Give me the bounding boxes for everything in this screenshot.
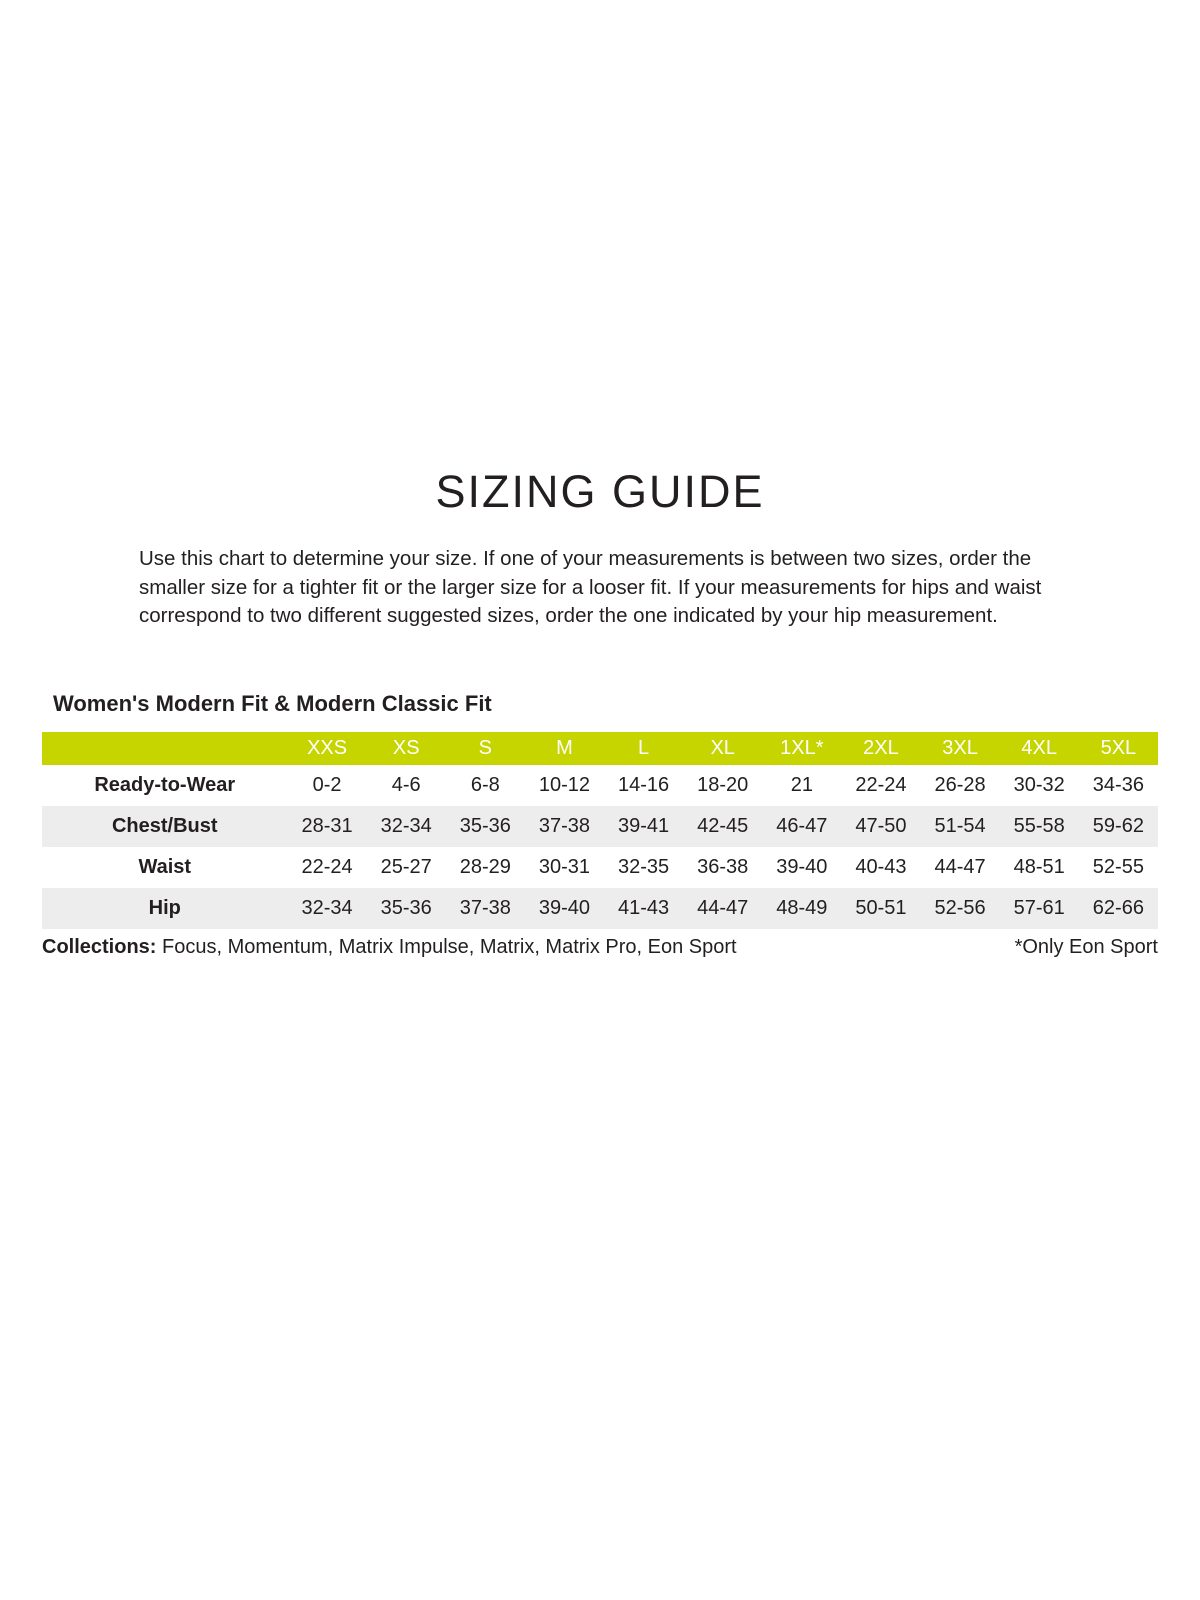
size-cell: 51-54: [934, 815, 986, 838]
size-cell: 37-38: [459, 897, 511, 920]
size-column-header: 3XL: [942, 737, 978, 760]
size-cell: 28-31: [301, 815, 353, 838]
size-column-header: M: [556, 737, 573, 760]
size-cell: 37-38: [538, 815, 591, 838]
size-cell: 52-56: [934, 897, 986, 920]
size-cell: 0-2: [312, 774, 342, 797]
section-heading: Women's Modern Fit & Modern Classic Fit: [53, 691, 492, 717]
size-cell: 47-50: [855, 815, 907, 838]
size-column-header: L: [638, 737, 650, 760]
size-table-header: [42, 732, 1158, 765]
intro-paragraph: Use this chart to determine your size. If one of your measurements is between two sizes, order the smaller size for a tighter fit or the larger size for a looser fit. If your measurements for hips and waist correspond to two different suggested sizes, order the one indicated by your hip measurement.: [139, 547, 1042, 628]
size-cell: 26-28: [934, 774, 986, 797]
size-cell: 30-31: [538, 856, 591, 879]
size-cell: 4-6: [391, 774, 421, 797]
collections-text: [42, 936, 737, 959]
collections-list: Focus, Momentum, Matrix Impulse, Matrix, Matrix Pro, Eon Sport: [156, 936, 737, 959]
size-cell: 57-61: [1013, 897, 1065, 920]
size-cell: 21: [790, 774, 813, 797]
size-cell: 39-40: [776, 856, 828, 879]
size-cell: 36-38: [697, 856, 749, 879]
size-cell: 35-36: [380, 897, 432, 920]
collections-line: [42, 936, 1158, 959]
size-cell: 50-51: [855, 897, 907, 920]
size-column-header: 5XL: [1100, 737, 1137, 760]
row-label: Hip: [148, 897, 181, 920]
size-column-header: XL: [710, 737, 735, 760]
page-title: SIZING GUIDE: [435, 466, 765, 517]
size-header-row: [42, 732, 1158, 765]
size-cell: 39-41: [618, 815, 670, 838]
size-cell: 28-29: [459, 856, 511, 879]
size-cell: 32-34: [380, 815, 432, 838]
corner-cell: [42, 732, 288, 765]
size-cell: 18-20: [697, 774, 749, 797]
size-column-header: XXS: [307, 737, 348, 760]
size-table-body: [42, 765, 1158, 929]
size-cell: 44-47: [697, 897, 749, 920]
size-table: [42, 732, 1158, 929]
size-cell: 42-45: [697, 815, 749, 838]
size-cell: 32-34: [301, 897, 353, 920]
table-row: [42, 888, 1158, 929]
size-cell: 30-32: [1013, 774, 1065, 797]
size-cell: 59-62: [1092, 815, 1144, 838]
size-chart-section: [42, 691, 1158, 959]
size-cell: 14-16: [618, 774, 670, 797]
size-cell: 35-36: [459, 815, 511, 838]
size-column-header: XS: [392, 737, 420, 760]
size-cell: 62-66: [1092, 897, 1144, 920]
table-row: [42, 806, 1158, 847]
size-column-header: S: [478, 737, 492, 760]
size-cell: 52-55: [1092, 856, 1144, 879]
size-cell: 10-12: [538, 774, 591, 797]
collections-label: Collections:: [42, 936, 157, 959]
size-cell: 44-47: [934, 856, 986, 879]
row-label: Ready-to-Wear: [94, 774, 236, 797]
row-label: Chest/Bust: [111, 815, 218, 838]
table-row: [42, 765, 1158, 806]
size-cell: 48-51: [1013, 856, 1065, 879]
size-cell: 41-43: [618, 897, 670, 920]
size-cell: 25-27: [380, 856, 432, 879]
row-label: Waist: [138, 856, 192, 879]
size-column-header: 1XL*: [780, 737, 824, 760]
size-cell: 6-8: [470, 774, 500, 797]
size-column-header: 4XL: [1021, 737, 1057, 760]
size-cell: 22-24: [301, 856, 353, 879]
size-cell: 40-43: [855, 856, 907, 879]
size-cell: 32-35: [618, 856, 670, 879]
size-column-header: 2XL: [863, 737, 899, 760]
size-cell: 34-36: [1092, 774, 1144, 797]
table-row: [42, 847, 1158, 888]
footnote-only-eon-sport: *Only Eon Sport: [1014, 936, 1158, 959]
size-cell: 39-40: [538, 897, 591, 920]
size-cell: 46-47: [776, 815, 828, 838]
size-cell: 48-49: [776, 897, 828, 920]
size-cell: 55-58: [1013, 815, 1065, 838]
size-cell: 22-24: [855, 774, 907, 797]
